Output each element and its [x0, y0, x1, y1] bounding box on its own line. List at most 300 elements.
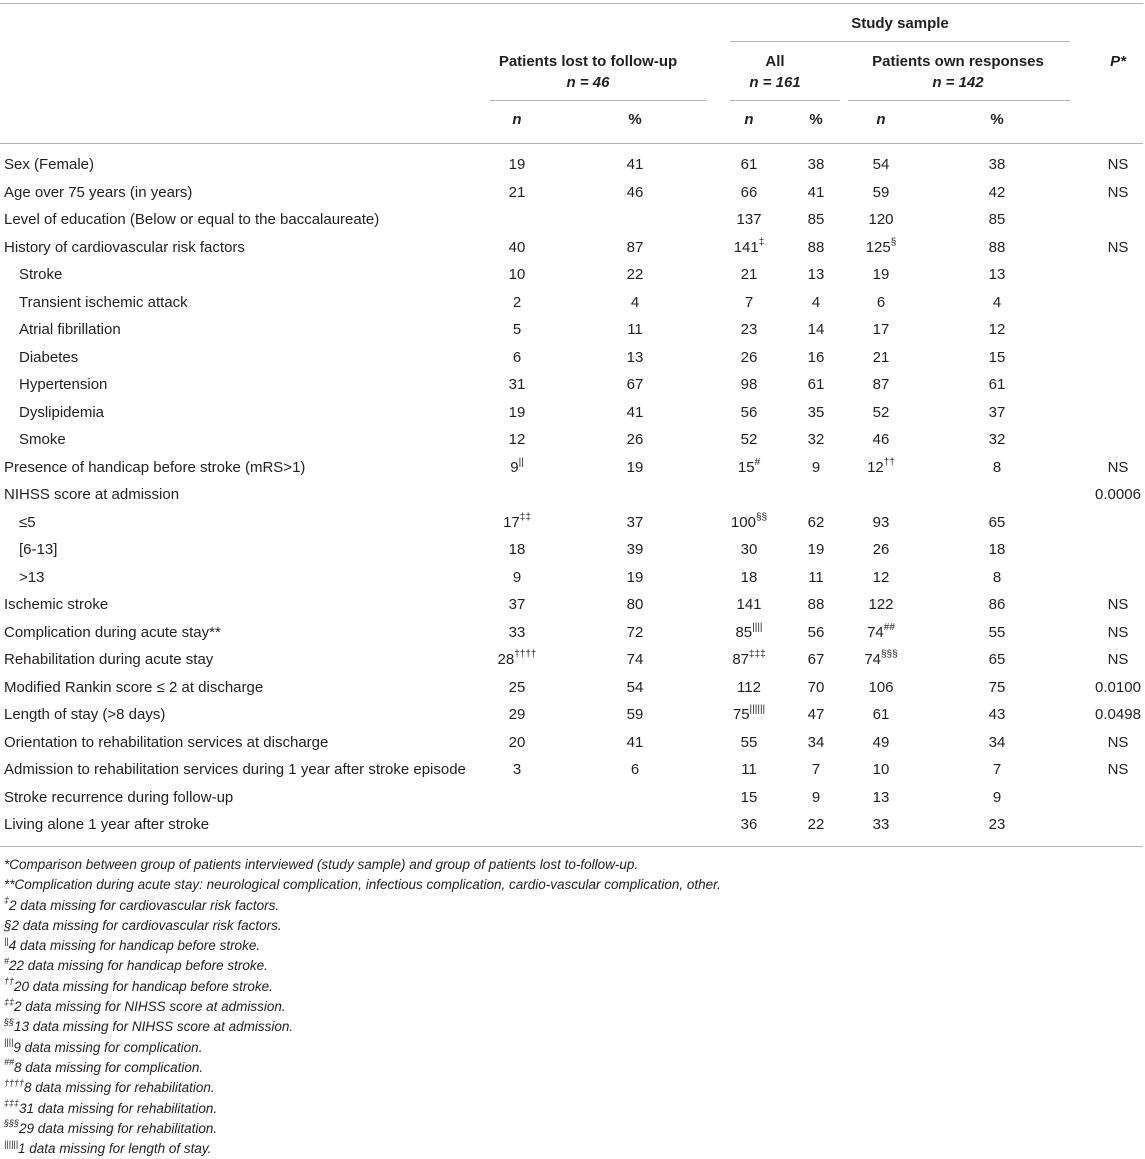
cell-own-pct: [967, 238, 1027, 258]
cell-lost-pct-value: 37: [626, 513, 644, 531]
table-row: [0, 265, 1145, 292]
cell-own-n-value: 46: [872, 431, 890, 448]
cell-own-n: [851, 430, 911, 450]
cell-all-n: [719, 623, 779, 643]
cell-lost-pct-value: 11: [627, 321, 643, 338]
cell-all-pct-value: 7: [811, 761, 821, 778]
row-label: Length of stay (>8 days): [4, 706, 166, 723]
cell-lost-pct: [605, 705, 665, 725]
header-lost-n: n = 46: [566, 74, 610, 91]
cell-all-pct-value: 67: [807, 651, 825, 668]
cell-own-n-value: 6: [876, 293, 886, 311]
cell-all-pct: [786, 403, 846, 423]
footnote-text: 4 data missing for handicap before stroke.: [8, 938, 261, 954]
cell-all-n: [719, 293, 779, 313]
cell-own-n-value: 74: [867, 623, 884, 641]
cell-all-n-value: 141: [736, 596, 762, 613]
cell-all-pct-value: 88: [807, 238, 825, 256]
cell-lost-pct-value: 54: [626, 678, 644, 696]
cell-lost-pct: [605, 183, 665, 203]
cell-own-pct: [967, 540, 1027, 560]
cell-own-n-value: 17: [872, 321, 890, 338]
row-label: Ischemic stroke: [4, 596, 109, 613]
header-lost-title: Patients lost to follow-up: [498, 53, 678, 70]
cell-all-n: [719, 760, 779, 780]
cell-all-n-value: 11: [741, 761, 757, 778]
cell-lost-pct: [605, 458, 665, 478]
table-row: [0, 238, 1145, 265]
cell-own-pct: [967, 788, 1027, 808]
cell-p-value-value: NS: [1107, 623, 1129, 641]
footnote-mark: #: [4, 955, 10, 966]
cell-all-pct: [786, 540, 846, 560]
cell-own-pct: [967, 348, 1027, 368]
cell-own-n-value: 54: [872, 156, 890, 173]
cell-lost-n: [487, 650, 547, 670]
cell-all-n: [719, 650, 779, 670]
cell-own-pct: [967, 183, 1027, 203]
cell-own-n: [851, 375, 911, 395]
row-label: Sex (Female): [4, 156, 95, 173]
footnote-mark: ||: [4, 935, 9, 946]
cell-lost-n: [487, 348, 547, 368]
cell-own-pct-value: 7: [992, 761, 1002, 778]
cell-lost-pct-value: 26: [626, 431, 644, 448]
top-rule: [0, 3, 1143, 4]
row-label: Modified Rankin score ≤ 2 at discharge: [4, 678, 264, 696]
cell-all-pct: [786, 210, 846, 230]
footnote-text: 20 data missing for handicap before stroke.: [14, 978, 273, 994]
cell-lost-n-value: 6: [512, 348, 522, 366]
cell-lost-pct: [605, 568, 665, 588]
cell-all-pct: [786, 155, 846, 175]
cell-lost-n: [487, 678, 547, 698]
cell-own-n: [851, 760, 911, 780]
cell-all-pct: [786, 760, 846, 780]
cell-lost-pct: [605, 513, 665, 533]
row-label: Level of education (Below or equal to the baccalaureate): [4, 211, 380, 228]
cell-own-pct: [967, 265, 1027, 285]
cell-all-pct-value: 47: [807, 706, 825, 723]
cell-p-value: [1088, 183, 1145, 203]
row-label: NIHSS score at admission: [4, 486, 180, 503]
row-label: Transient ischemic attack: [19, 293, 188, 311]
cell-own-n-value: 61: [872, 706, 890, 723]
footnote-text: 9 data missing for complication.: [13, 1039, 203, 1055]
cell-all-n-value: 15: [740, 788, 758, 806]
cell-lost-pct: [605, 760, 665, 780]
row-label: Living alone 1 year after stroke: [4, 816, 210, 833]
table-row: [0, 788, 1145, 815]
cell-p-value: [1088, 595, 1145, 615]
footnote-marker: ‡‡: [519, 511, 531, 523]
cell-own-pct-value: 88: [988, 238, 1006, 256]
all-rule: [730, 100, 840, 101]
cell-lost-pct-value: 80: [626, 596, 644, 613]
cell-lost-pct: [605, 348, 665, 368]
cell-own-n: [851, 788, 911, 808]
table-row: [0, 760, 1145, 787]
cell-own-n-value: 10: [872, 761, 890, 778]
lost-rule: [490, 100, 706, 101]
cell-all-n-value: 75: [732, 706, 750, 723]
cell-all-pct-value: 19: [807, 541, 825, 558]
cell-lost-pct: [605, 320, 665, 340]
cell-own-pct-value: 55: [988, 623, 1006, 641]
cell-lost-pct-value: 41: [626, 156, 644, 173]
cell-lost-pct-value: 6: [630, 761, 640, 778]
cell-lost-n: [487, 458, 547, 478]
cell-all-n-value: 21: [740, 266, 758, 283]
cell-all-pct: [786, 650, 846, 670]
footnote-marker: ||||: [752, 621, 763, 633]
cell-all-n-value: 36: [740, 816, 758, 833]
cell-own-n: [851, 348, 911, 368]
cell-lost-pct: [605, 238, 665, 258]
cell-own-n: [851, 320, 911, 340]
cell-all-pct: [786, 733, 846, 753]
subheader-n-own: n: [876, 111, 886, 128]
cell-lost-n-value: 37: [508, 596, 526, 613]
cell-all-pct-value: 9: [811, 788, 821, 806]
cell-all-pct-value: 14: [807, 321, 825, 338]
cell-p-value-value: 0.0100: [1095, 678, 1141, 696]
cell-own-n-value: 74: [864, 651, 881, 668]
cell-lost-n: [487, 403, 547, 423]
table-row: [0, 595, 1145, 622]
cell-all-pct: [786, 375, 846, 395]
cell-all-n-value: 137: [736, 211, 762, 228]
cell-all-n: [719, 403, 779, 423]
footnote: [4, 896, 1134, 916]
cell-own-pct-value: 9: [992, 788, 1002, 806]
table-row: [0, 375, 1145, 402]
cell-lost-pct: [605, 293, 665, 313]
cell-all-pct-value: 32: [807, 431, 825, 448]
cell-own-pct: [967, 155, 1027, 175]
row-label: Diabetes: [19, 348, 79, 366]
cell-lost-n-value: 19: [508, 403, 526, 421]
header-all-title: All: [765, 53, 785, 70]
cell-all-pct-value: 9: [811, 458, 821, 476]
footnote: [4, 997, 1134, 1017]
footnote: [4, 1099, 1134, 1119]
footnote-marker: #: [754, 456, 761, 468]
cell-lost-pct-value: 39: [626, 541, 644, 558]
subheader-pct-lost: %: [628, 111, 642, 128]
cell-lost-n: [487, 320, 547, 340]
cell-all-pct-value: 70: [807, 678, 825, 696]
cell-own-n-value: 106: [868, 678, 894, 696]
cell-own-n: [851, 623, 911, 643]
table-row: [0, 733, 1145, 760]
row-label: Dyslipidemia: [19, 403, 105, 421]
cell-lost-n-value: 21: [508, 183, 526, 201]
row-label: Rehabilitation during acute stay: [4, 651, 214, 668]
cell-p-value: [1088, 705, 1145, 725]
cell-p-value: [1088, 760, 1145, 780]
footnote-text: 22 data missing for handicap before stroke.: [9, 958, 268, 974]
row-label: Hypertension: [19, 376, 108, 393]
cell-all-n: [719, 678, 779, 698]
cell-all-pct-value: 88: [807, 596, 825, 613]
cell-lost-pct-value: 19: [626, 458, 644, 476]
cell-all-n: [719, 733, 779, 753]
cell-all-n: [719, 238, 779, 258]
cell-own-n: [851, 650, 911, 670]
cell-own-pct-value: 85: [988, 211, 1006, 228]
row-label: Stroke: [19, 266, 63, 283]
cell-p-value: [1088, 485, 1145, 505]
cell-all-pct: [786, 678, 846, 698]
cell-all-n-value: 141: [733, 238, 759, 256]
table-row: [0, 513, 1145, 540]
cell-own-n-value: 125: [865, 238, 891, 256]
study-sample-rule: [730, 41, 1070, 42]
cell-lost-n-value: 29: [508, 706, 526, 723]
cell-lost-n: [487, 265, 547, 285]
cell-lost-n-value: 18: [508, 541, 526, 558]
cell-own-n: [851, 238, 911, 258]
footnote: [4, 1038, 1134, 1058]
cell-all-n: [719, 815, 779, 835]
cell-p-value: [1088, 733, 1145, 753]
cell-all-pct-value: 11: [808, 568, 824, 586]
footnote-marker: ##: [883, 621, 895, 633]
table-row: [0, 485, 1145, 512]
cell-all-pct-value: 4: [811, 293, 821, 311]
footnote-marker: ||||||: [749, 704, 766, 715]
cell-own-pct-value: 38: [988, 156, 1006, 173]
cell-lost-n: [487, 293, 547, 313]
cell-all-n-value: 66: [740, 183, 758, 201]
footnote-marker: §§: [755, 511, 768, 523]
cell-own-pct-value: 61: [988, 376, 1006, 393]
footnote: [4, 1017, 1134, 1037]
bottom-rule: [0, 846, 1143, 847]
cell-own-n-value: 93: [872, 513, 890, 531]
cell-own-pct: [967, 458, 1027, 478]
cell-lost-pct-value: 59: [626, 706, 644, 723]
cell-lost-n: [487, 595, 547, 615]
row-label: Admission to rehabilitation services during 1 year after stroke episode: [4, 761, 466, 778]
cell-own-pct: [967, 293, 1027, 313]
cell-lost-n-value: 10: [508, 266, 526, 283]
cell-own-n: [851, 458, 911, 478]
footnote-text: 13 data missing for NIHSS score at admission.: [14, 1019, 294, 1035]
cell-own-n: [851, 540, 911, 560]
cell-lost-pct-value: 13: [626, 348, 644, 366]
cell-all-n: [719, 430, 779, 450]
cell-all-pct: [786, 238, 846, 258]
cell-own-pct-value: 15: [988, 348, 1006, 366]
cell-own-pct: [967, 705, 1027, 725]
cell-p-value-value: NS: [1107, 458, 1129, 476]
cell-lost-n-value: 5: [512, 321, 522, 338]
row-label: History of cardiovascular risk factors: [4, 238, 245, 256]
header-rule: [0, 143, 1143, 144]
cell-own-pct: [967, 623, 1027, 643]
cell-lost-n-value: 40: [508, 238, 526, 256]
footnote-mark: ||||||: [4, 1138, 19, 1149]
subheader-n-all: n: [744, 111, 754, 128]
cell-lost-n-value: 12: [508, 431, 526, 448]
header-study-sample: Study sample: [851, 15, 949, 32]
cell-own-n: [851, 595, 911, 615]
header-all-n: n = 161: [749, 74, 801, 91]
cell-p-value-value: NS: [1107, 733, 1129, 751]
cell-lost-n: [487, 733, 547, 753]
cell-lost-pct: [605, 595, 665, 615]
cell-own-n-value: 49: [872, 733, 890, 751]
row-label: Complication during acute stay**: [4, 623, 221, 641]
cell-lost-n: [487, 155, 547, 175]
cell-own-pct-value: 32: [988, 431, 1006, 448]
footnote-mark: ‡‡‡: [4, 1098, 20, 1109]
cell-all-n-value: 26: [740, 348, 758, 366]
footnote-mark: ††††: [4, 1077, 25, 1088]
cell-all-pct: [786, 568, 846, 588]
footnote-mark: ##: [4, 1057, 15, 1068]
row-label: ≤5: [19, 513, 36, 531]
cell-lost-n-value: 17: [503, 513, 520, 531]
table-row: [0, 155, 1145, 182]
footnote: [4, 875, 1134, 895]
footnote-mark: §§§: [4, 1118, 20, 1129]
footnote: [4, 956, 1134, 976]
cell-all-pct-value: 41: [807, 183, 825, 201]
cell-all-n-value: 98: [740, 376, 758, 393]
cell-own-pct: [967, 513, 1027, 533]
cell-own-pct: [967, 375, 1027, 395]
footnote-text: 2 data missing for NIHSS score at admission.: [14, 999, 286, 1015]
cell-own-pct: [967, 568, 1027, 588]
cell-all-n-value: 52: [740, 431, 758, 448]
cell-own-n: [851, 733, 911, 753]
cell-own-n-value: 12: [867, 458, 884, 476]
footnote-text: 29 data missing for rehabilitation.: [19, 1120, 218, 1136]
cell-all-pct-value: 56: [807, 623, 825, 641]
footnote-mark: §§: [4, 1016, 15, 1027]
cell-own-pct-value: 86: [988, 596, 1006, 613]
cell-own-pct: [967, 210, 1027, 230]
cell-all-pct: [786, 513, 846, 533]
cell-all-pct: [786, 320, 846, 340]
cell-own-n: [851, 265, 911, 285]
footnote-marker: §§§: [881, 649, 898, 660]
cell-lost-n: [487, 183, 547, 203]
cell-all-n: [719, 705, 779, 725]
table-row: [0, 210, 1145, 237]
header-p: P*: [1110, 53, 1126, 70]
cell-lost-pct-value: 46: [626, 183, 644, 201]
cell-own-n: [851, 705, 911, 725]
cell-lost-pct: [605, 430, 665, 450]
cell-own-pct: [967, 760, 1027, 780]
footnote-mark: ‡: [4, 895, 10, 906]
cell-own-pct-value: 75: [988, 678, 1006, 696]
table-row: [0, 568, 1145, 595]
footnote-text: 8 data missing for rehabilitation.: [24, 1080, 215, 1096]
cell-all-pct-value: 16: [807, 348, 825, 366]
cell-lost-n-value: 19: [508, 156, 526, 173]
footnote-text: 2 data missing for cardiovascular risk factors.: [9, 897, 280, 913]
cell-own-pct-value: 4: [992, 293, 1002, 311]
header-own-n: n = 142: [932, 74, 984, 91]
cell-own-n-value: 21: [872, 348, 890, 366]
cell-all-n: [719, 375, 779, 395]
row-label: Stroke recurrence during follow-up: [4, 788, 234, 806]
cell-own-pct-value: 12: [988, 321, 1006, 338]
cell-own-n-value: 33: [872, 816, 890, 833]
cell-all-n: [719, 265, 779, 285]
cell-p-value: [1088, 678, 1145, 698]
cell-own-pct-value: 37: [988, 403, 1006, 421]
cell-own-n: [851, 403, 911, 423]
cell-lost-n-value: 20: [508, 733, 526, 751]
footnote-text: *Comparison between group of patients interviewed (study sample) and group of patients lost to-follow-up.: [4, 857, 639, 872]
cell-own-n: [851, 183, 911, 203]
cell-p-value-value: 0.0498: [1095, 706, 1141, 723]
cell-lost-n-value: 33: [508, 623, 526, 641]
cell-lost-pct-value: 22: [626, 266, 644, 283]
row-label: Presence of handicap before stroke (mRS>1): [4, 458, 306, 476]
table-row: [0, 183, 1145, 210]
footnote-text: **Complication during acute stay: neurological complication, infectious complication, cardio-vascular complication, other.: [4, 877, 721, 893]
cell-all-n: [719, 568, 779, 588]
cell-lost-pct-value: 74: [626, 651, 644, 668]
footnote: [4, 1078, 1134, 1098]
cell-lost-n: [487, 238, 547, 258]
footnotes: [4, 855, 1134, 1159]
cell-all-pct: [786, 458, 846, 478]
cell-own-n: [851, 293, 911, 313]
cell-p-value-value: NS: [1107, 238, 1129, 256]
cell-all-pct: [786, 705, 846, 725]
footnote: [4, 977, 1134, 997]
cell-all-n-value: 100: [730, 513, 756, 531]
footnote: [4, 1058, 1134, 1078]
cell-own-pct-value: 8: [992, 568, 1002, 586]
cell-lost-n: [487, 375, 547, 395]
cell-lost-pct: [605, 678, 665, 698]
cell-own-pct-value: 8: [992, 458, 1002, 476]
table-row: [0, 678, 1145, 705]
cell-own-pct-value: 65: [988, 513, 1006, 531]
cell-own-pct-value: 42: [988, 183, 1006, 201]
cell-own-pct: [967, 320, 1027, 340]
table-row: [0, 540, 1145, 567]
cell-own-pct-value: 34: [988, 733, 1006, 751]
cell-own-pct: [967, 733, 1027, 753]
cell-all-n-value: 112: [737, 678, 761, 696]
cell-all-n: [719, 210, 779, 230]
cell-lost-n: [487, 540, 547, 560]
subheader-pct-all: %: [809, 111, 823, 128]
table-row: [0, 623, 1145, 650]
cell-own-n: [851, 678, 911, 698]
cell-lost-pct: [605, 375, 665, 395]
cell-own-pct-value: 13: [988, 266, 1006, 283]
cell-p-value-value: NS: [1107, 761, 1129, 778]
cell-lost-n-value: 25: [508, 678, 526, 696]
cell-lost-n: [487, 568, 547, 588]
cell-own-pct: [967, 430, 1027, 450]
cell-p-value: [1088, 650, 1145, 670]
cell-own-pct: [967, 650, 1027, 670]
cell-own-pct: [967, 403, 1027, 423]
cell-own-n: [851, 155, 911, 175]
